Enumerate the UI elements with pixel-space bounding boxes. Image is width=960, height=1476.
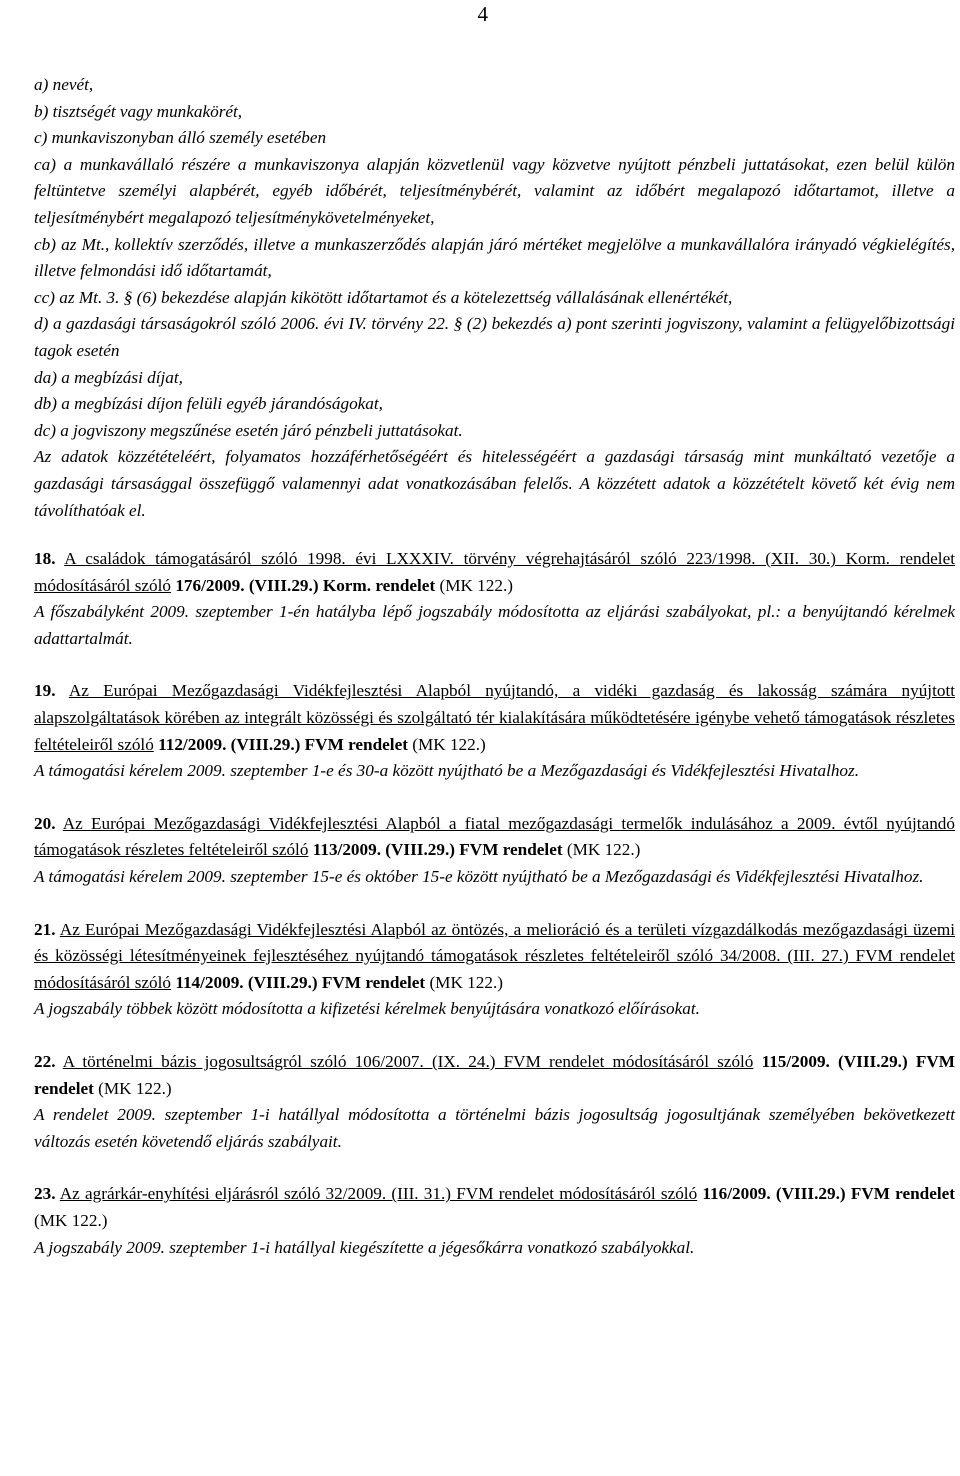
- item-title: [34, 1181, 955, 1234]
- item-title-text: Az agrárkár-enyhítési eljárásról szóló 32/2009. (III. 31.) FVM rendelet módosításáról szóló: [59, 1184, 698, 1204]
- item-source: (MK 122.): [566, 840, 641, 860]
- item-title-text: A történelmi bázis jogosultságról szóló 106/2007. (IX. 24.) FVM rendelet módosításáról szóló: [62, 1052, 754, 1071]
- list-item-18: [34, 546, 955, 652]
- item-decree: 116/2009. (VIII.29.) FVM rendelet: [702, 1184, 955, 1204]
- item-title-text: Az Európai Mezőgazdasági Vidékfejlesztési Alapból az öntözés, a melioráció és a területi vízgazdálkodás mezőgazdasági üzemi és közösségi létesítményeinek fejlesztéséhez nyújtandó támogatások részletes feltételeiről szóló 34/2008. (III. 27.) FVM rendelet módosításáról szóló: [34, 919, 955, 992]
- item-number: 20.: [34, 813, 56, 833]
- item-title-text: Az Európai Mezőgazdasági Vidékfejlesztési Alapból nyújtandó, a vidéki gazdaság és lakosság számára nyújtott alapszolgáltatások körében az integrált közösségi és szolgáltató tér kialakítására működtetésére igénybe vehető támogatások részletes feltételeiről szóló: [34, 681, 955, 754]
- item-decree: 115/2009. (VIII.29.) FVM rendelet: [34, 1052, 955, 1098]
- item-number: 21.: [34, 919, 56, 939]
- item-source: (MK 122.): [412, 734, 486, 754]
- item-decree: 114/2009. (VIII.29.) FVM rendelet: [175, 972, 426, 992]
- item-note: A támogatási kérelem 2009. szeptember 15-e és október 15-e között nyújtható be a Mezőgazdasági és Vidékfejlesztési Hivatalhoz.: [34, 867, 924, 887]
- intro-list: [34, 72, 955, 524]
- item-note: A támogatási kérelem 2009. szeptember 1-e és 30-a között nyújtható be a Mezőgazdasági és Vidékfejlesztési Hivatalhoz.: [34, 761, 860, 781]
- item-note: A rendelet 2009. szeptember 1-i hatállyal módosította a történelmi bázis jogosultság jogosultjának személyében bekövetkezett változás esetén követendő eljárás szabályait.: [34, 1105, 955, 1151]
- list-item-21: [34, 917, 955, 1023]
- item-source: (MK 122.): [98, 1078, 172, 1098]
- item-source: (MK 122.): [34, 1210, 108, 1230]
- intro-line-d: d) a gazdasági társaságokról szóló 2006. évi IV. törvény 22. § (2) bekezdés a) pont szerinti jogviszony, valamint a felügyelőbizottsági tagok esetén: [34, 314, 955, 360]
- list-item-20: [34, 811, 955, 891]
- intro-line-cc: cc) az Mt. 3. § (6) bekezdése alapján kikötött időtartamot és a kötelezettség vállalásának ellenértékét,: [34, 287, 733, 307]
- document-body: [34, 72, 955, 1261]
- intro-line-a: a) nevét,: [34, 75, 94, 94]
- item-source: (MK 122.): [429, 972, 503, 992]
- item-number: 23.: [34, 1184, 56, 1204]
- item-note: A jogszabály többek között módosította a kifizetési kérelmek benyújtására vonatkozó előírásokat.: [34, 999, 700, 1019]
- item-decree: 176/2009. (VIII.29.) Korm. rendelet: [175, 575, 436, 595]
- intro-line-b: b) tisztségét vagy munkakörét,: [34, 101, 243, 121]
- intro-line-dc: dc) a jogviszony megszűnése esetén járó pénzbeli juttatásokat.: [34, 420, 463, 440]
- item-note: A jogszabály 2009. szeptember 1-i hatállyal kiegészítette a jégesőkárra vonatkozó szabályokkal.: [34, 1237, 695, 1257]
- item-decree: 113/2009. (VIII.29.) FVM rendelet: [312, 840, 563, 860]
- item-title: [34, 917, 955, 997]
- list-item-19: [34, 678, 955, 784]
- item-number: 19.: [34, 681, 56, 701]
- intro-line-db: db) a megbízási díjon felüli egyéb járandóságokat,: [34, 394, 383, 414]
- intro-line-ca: ca) a munkavállaló részére a munkaviszonya alapján közvetlenül vagy közvetve nyújtott pénzbeli juttatásokat, ezen belül külön feltüntetve személyi alapbérét, egyéb időbérét, teljesítménybérét, valamint az időbért megalapozó időtartamot, illetve a teljesítménybért megalapozó teljesítménykövetelményeket,: [34, 154, 955, 227]
- item-title-text: A családok támogatásáról szóló 1998. évi LXXXIV. törvény végrehajtásáról szóló 223/1998. (XII. 30.) Korm. rendelet módosításáról szóló: [34, 549, 955, 595]
- item-title: [34, 546, 955, 599]
- item-title: [34, 678, 955, 758]
- page-number: 4: [477, 2, 488, 26]
- item-number: 22.: [34, 1052, 56, 1071]
- item-title: [34, 811, 955, 864]
- intro-line-da: da) a megbízási díjat,: [34, 367, 183, 387]
- intro-line-c: c) munkaviszonyban álló személy esetében: [34, 128, 327, 148]
- item-source: (MK 122.): [439, 575, 513, 595]
- list-item-22: [34, 1049, 955, 1155]
- intro-line-cb: cb) az Mt., kollektív szerződés, illetve a munkaszerződés alapján járó mértéket megjelölve a munkavállalóra irányadó végkielégítés, illetve felmondási idő időtartamát,: [34, 234, 955, 281]
- item-number: 18.: [34, 549, 56, 569]
- item-title-text: Az Európai Mezőgazdasági Vidékfejlesztési Alapból a fiatal mezőgazdasági termelők indulásához a 2009. évtől nyújtandó támogatások részletes feltételeiről szóló: [34, 813, 955, 860]
- intro-closing-paragraph: Az adatok közzétételéért, folyamatos hozzáférhetőségéért és hitelességéért a gazdasági társaság mint munkáltató vezetője a gazdasági társasággal összefüggő valamennyi adat vonatkozásában felelős. A közzétett adatok a közzétételt követő két évig nem távolíthatóak el.: [34, 447, 955, 520]
- item-decree: 112/2009. (VIII.29.) FVM rendelet: [158, 734, 408, 754]
- item-title: [34, 1049, 955, 1102]
- list-item-23: [34, 1181, 955, 1261]
- item-note: A főszabályként 2009. szeptember 1-én hatályba lépő jogszabály módosította az eljárási szabályokat, pl.: a benyújtandó kérelmek adattartalmát.: [34, 602, 955, 648]
